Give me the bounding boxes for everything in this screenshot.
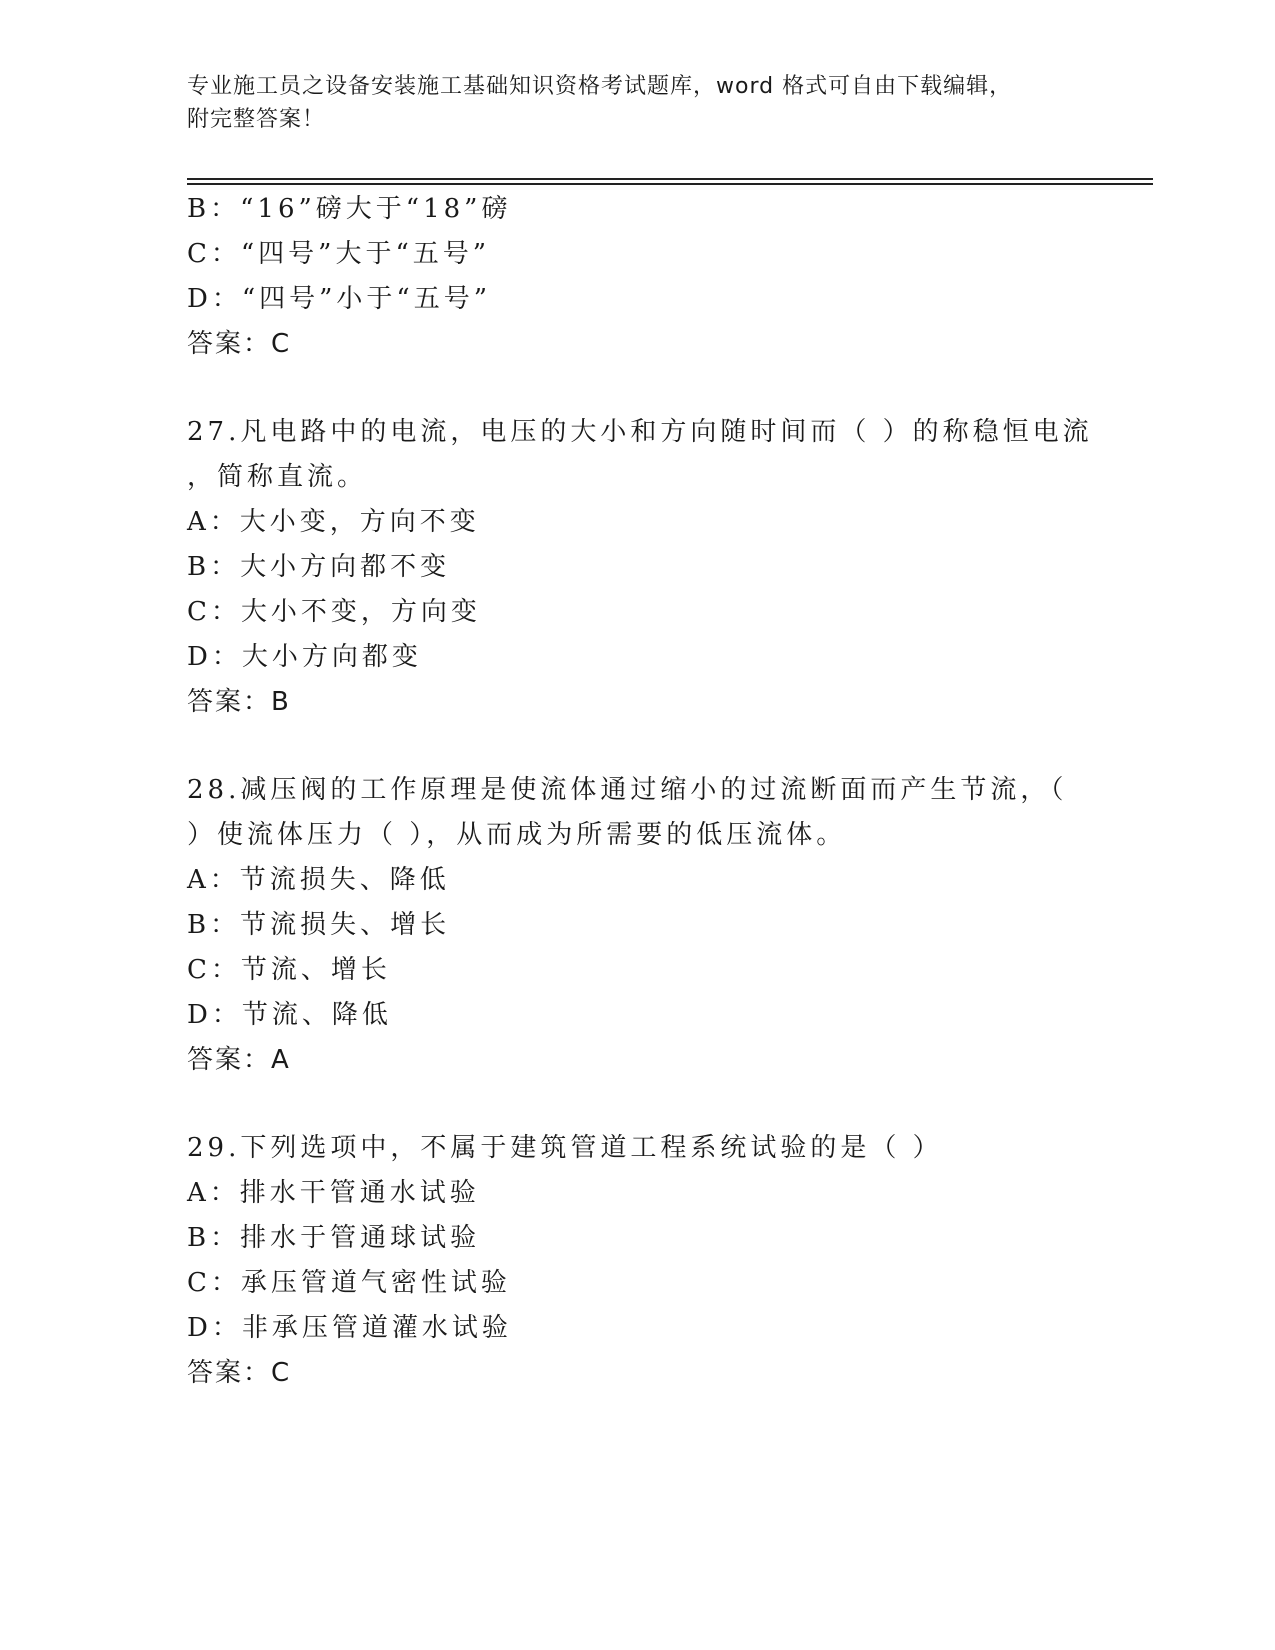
header-line-2: 附完整答案！ — [187, 107, 326, 132]
q27-option-a: A：大小变，方向不变 — [187, 507, 480, 537]
document-header — [187, 70, 1067, 136]
header-divider-bottom — [187, 183, 1153, 185]
q26-option-c: C：“四号”大于“五号” — [187, 239, 491, 269]
q27-answer: 答案：B — [187, 687, 291, 717]
q27-option-d: D：大小方向都变 — [187, 642, 422, 672]
q27-stem-line-2: ，简称直流。 — [187, 462, 368, 492]
q29-stem-line-1: 29.下列选项中，不属于建筑管道工程系统试验的是（ ） — [187, 1133, 943, 1163]
q28-option-d: D：节流、降低 — [187, 1000, 392, 1030]
q29-option-b: B：排水于管通球试验 — [187, 1223, 481, 1253]
q29-option-c: C：承压管道气密性试验 — [187, 1268, 511, 1298]
header-line-1: 专业施工员之设备安装施工基础知识资格考试题库，word 格式可自由下载编辑， — [187, 74, 1013, 99]
q28-answer: 答案：A — [187, 1045, 291, 1075]
q26-answer: 答案：C — [187, 329, 292, 359]
q29-option-a: A：排水干管通水试验 — [187, 1178, 480, 1208]
q26-option-b: B：“16”磅大于“18”磅 — [187, 194, 512, 224]
header-divider-top — [187, 178, 1153, 180]
q27-stem-line-1: 27.凡电路中的电流，电压的大小和方向随时间而（ ）的称稳恒电流 — [187, 417, 1093, 447]
q28-option-c: C：节流、增长 — [187, 955, 391, 985]
q29-option-d: D：非承压管道灌水试验 — [187, 1313, 512, 1343]
q28-stem-line-2: ）使流体压力（ ），从而成为所需要的低压流体。 — [187, 820, 847, 850]
q27-option-c: C：大小不变，方向变 — [187, 597, 481, 627]
q28-option-b: B：节流损失、增长 — [187, 910, 451, 940]
q28-option-a: A：节流损失、降低 — [187, 865, 450, 895]
q28-stem-line-1: 28.减压阀的工作原理是使流体通过缩小的过流断面而产生节流，（ — [187, 775, 1068, 805]
q26-option-d: D：“四号”小于“五号” — [187, 284, 492, 314]
q29-answer: 答案：C — [187, 1358, 292, 1388]
q27-option-b: B：大小方向都不变 — [187, 552, 451, 582]
